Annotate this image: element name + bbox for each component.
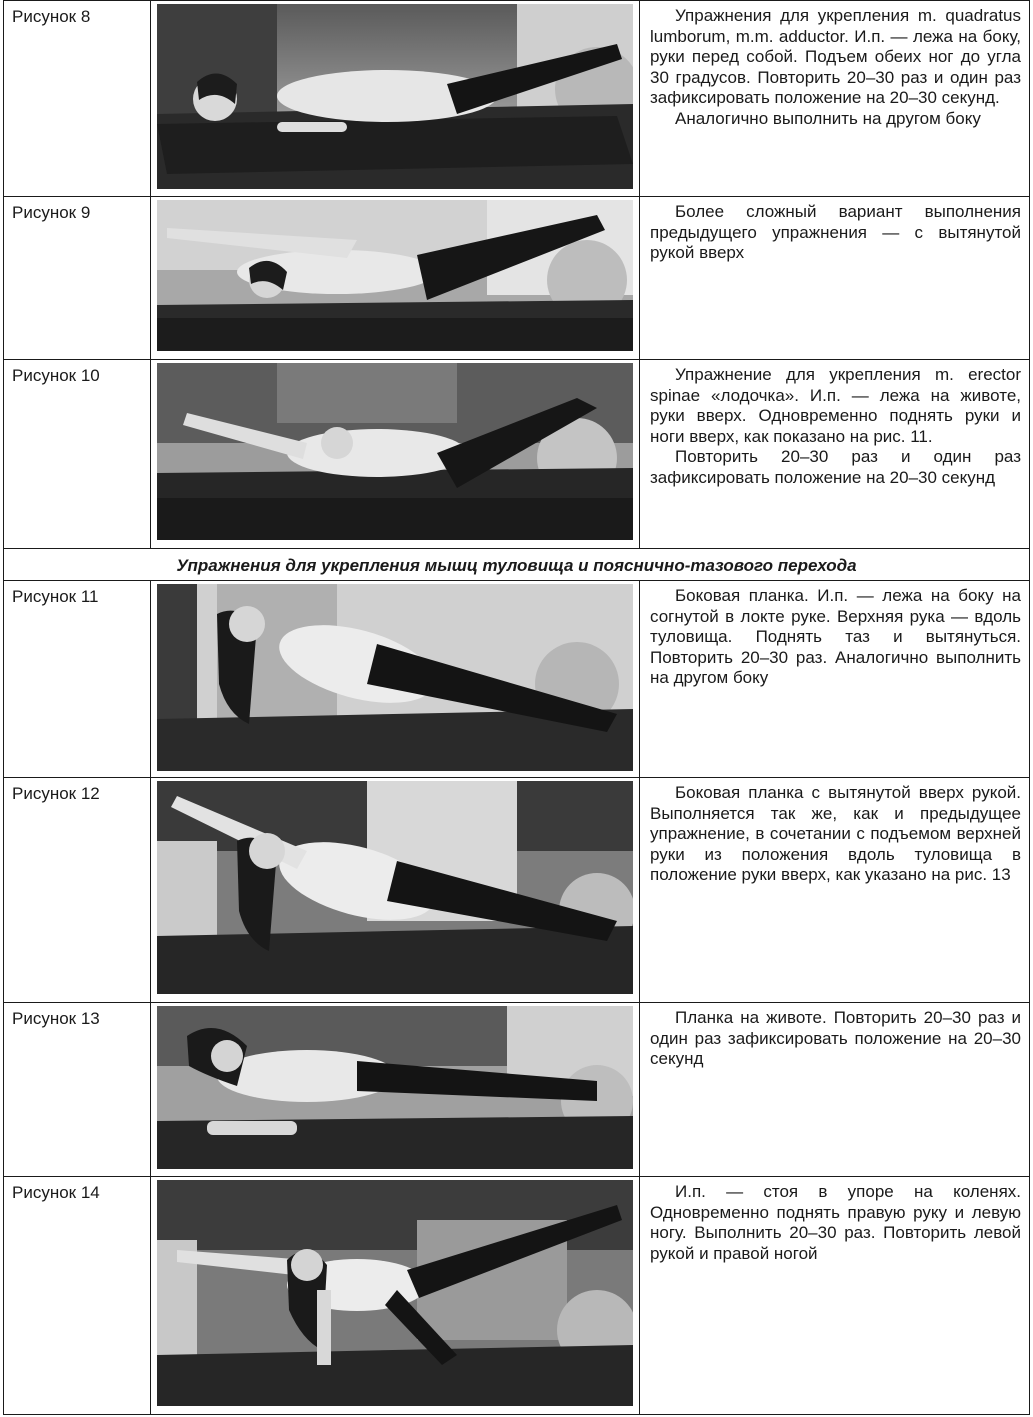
table-row	[4, 360, 1030, 549]
side-plank-photo	[157, 584, 633, 771]
figure-label: Рисунок 12	[4, 778, 151, 1003]
table-row	[4, 778, 1030, 1003]
side-plank-arm-up-photo	[157, 781, 633, 994]
exercise-table	[3, 0, 1030, 1415]
exercise-description: Более сложный вариант выполнения предыдущего упражнения — с вытянутой рукой вверх	[650, 202, 1021, 263]
bird-dog-photo	[157, 1180, 633, 1406]
exercise-description: Упражнения для укрепления m. quadratus lumborum, m.m. adductor. И.п. — лежа на боку, руки перед собой. Подъем обеих ног до угла 30 градусов. Повторить 20–30 раз и один раз зафиксировать положение на 20–30 секунд.	[650, 6, 1021, 108]
prone-boat-pose-photo	[157, 363, 633, 540]
side-lying-leg-lift-arm-up-photo	[157, 200, 633, 351]
exercise-description: И.п. — стоя в упоре на коленях. Одновременно поднять правую руку и левую ногу. Выполнить 20–30 раз. Повторить левой рукой и правой ногой	[650, 1182, 1021, 1263]
forearm-plank-photo	[157, 1006, 633, 1169]
figure-label: Рисунок 14	[4, 1177, 151, 1415]
figure-label: Рисунок 9	[4, 197, 151, 360]
table-row	[4, 1177, 1030, 1415]
exercise-description: Боковая планка с вытянутой вверх рукой. Выполняется так же, как и предыдущее упражнение, в сочетании с подъемом верхней руки из положения вдоль туловища в положение руки вверх, как указано на рис. 13	[650, 783, 1021, 885]
exercise-description: Повторить 20–30 раз и один раз зафиксировать положение на 20–30 секунд	[650, 447, 1021, 487]
exercise-page	[3, 0, 1030, 1415]
exercise-description: Планка на животе. Повторить 20–30 раз и один раз зафиксировать положение на 20–30 секунд	[650, 1008, 1021, 1069]
section-heading-row	[4, 549, 1030, 581]
table-row	[4, 1, 1030, 197]
figure-label: Рисунок 8	[4, 1, 151, 197]
figure-label: Рисунок 13	[4, 1003, 151, 1177]
table-row	[4, 197, 1030, 360]
section-heading: Упражнения для укрепления мышц туловища и пояснично-тазового перехода	[4, 549, 1030, 581]
table-row	[4, 1003, 1030, 1177]
exercise-description: Аналогично выполнить на другом боку	[675, 108, 981, 128]
figure-label: Рисунок 11	[4, 581, 151, 778]
figure-label: Рисунок 10	[4, 360, 151, 549]
exercise-description: Упражнение для укрепления m. erector spinae «лодочка». И.п. — лежа на животе, руки вверх. Одновременно поднять руки и ноги вверх, как показано на рис. 11.	[650, 365, 1021, 446]
table-row	[4, 581, 1030, 778]
side-lying-leg-lift-photo	[157, 4, 633, 189]
exercise-description: Боковая планка. И.п. — лежа на боку на согнутой в локте руке. Верхняя рука — вдоль туловища. Поднять таз и вытянуться. Повторить 20–30 раз. Аналогично выполнить на другом боку	[650, 586, 1021, 688]
